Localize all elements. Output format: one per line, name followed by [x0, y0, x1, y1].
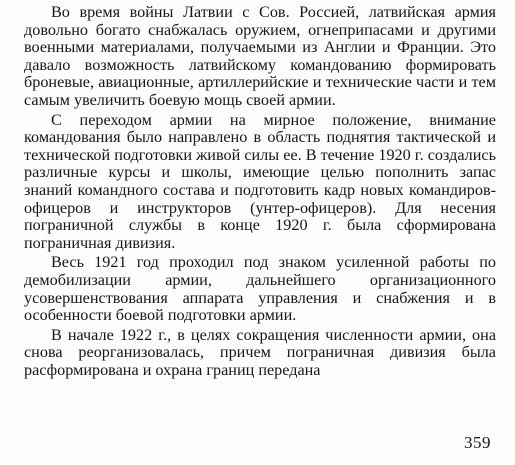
- paragraph: Весь 1921 год проходил под знаком усиленной работы по демобилизации армии, дальнейшего организационного усовершенствования аппарата управления и снабжения и в особенности боевой подготовки армии.: [24, 253, 496, 325]
- paragraph: С переходом армии на мирное положение, внимание командования было направлено в область поднятия тактической и технической подготовки живой силы ее. В течение 1920 г. создались различные курсы и школы, имеющие целью пополнить запас знаний командного состава и подготовить кадр новых командиров-офицеров и инструкторов (унтер-офицеров). Для несения пограничной службы в конце 1920 г. была сформирована пограничная дивизия.: [24, 110, 496, 252]
- page-number: 359: [464, 433, 491, 452]
- paragraph: В начале 1922 г., в целях сокращения численности армии, она снова реорганизовалась, причем пограничная дивизия была расформирована и охрана границ передана: [24, 325, 496, 379]
- paragraph: Во время войны Латвии с Сов. Россией, латвийская армия довольно богато снабжалась оружием, огнеприпасами и другими военными материалами, получаемыми из Англии и Франции. Это давало возможность латвийскому командованию формировать броневые, авиационные, артиллерийские и технические части и тем самым увеличить боевую мощь своей армии.: [24, 3, 496, 109]
- top-edge-fragment: [15, 0, 55, 2]
- body-text: [24, 4, 496, 381]
